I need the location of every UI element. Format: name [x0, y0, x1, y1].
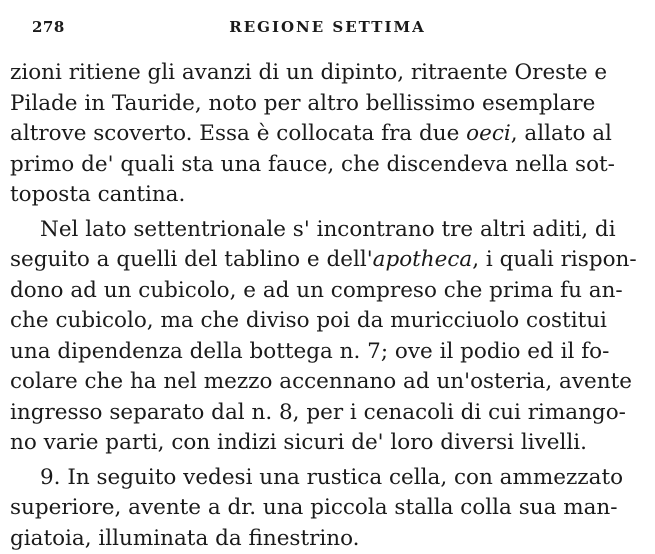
text-line	[10, 337, 638, 368]
page-number: 278	[32, 18, 65, 36]
text-segment: superiore, avente a dr. una piccola stalla colla sua man-	[10, 495, 618, 520]
text-line	[10, 119, 638, 150]
text-segment: zioni ritiene gli avanzi di un dipinto, ritraente Oreste e	[10, 60, 607, 85]
text-segment: giatoia, illuminata da finestrino.	[10, 526, 360, 551]
text-line	[10, 215, 638, 246]
text-line	[10, 367, 638, 398]
text-segment: , allato al	[511, 121, 612, 146]
page-header	[32, 18, 623, 42]
text-segment: ingresso separato dal n. 8, per i cenacoli di cui rimango-	[10, 400, 626, 425]
italic-term: apotheca	[373, 247, 473, 272]
text-segment: dono ad un cubicolo, e ad un compreso che prima fu an-	[10, 278, 623, 303]
text-segment: 9. In seguito vedesi una rustica cella, con ammezzato	[40, 465, 623, 490]
italic-term: oeci	[466, 121, 511, 146]
text-line	[10, 463, 638, 494]
text-segment: no varie parti, con indizi sicuri de' loro diversi livelli.	[10, 430, 587, 455]
body-text	[10, 58, 638, 554]
text-line	[10, 245, 638, 276]
text-line	[10, 89, 638, 120]
text-segment: , i quali rispon-	[472, 247, 636, 272]
text-line	[10, 306, 638, 337]
text-line	[10, 150, 638, 181]
text-segment: Pilade in Tauride, noto per altro bellissimo esemplare	[10, 91, 595, 116]
text-line	[10, 276, 638, 307]
text-line	[10, 493, 638, 524]
text-segment: colare che ha nel mezzo accennano ad un'osteria, avente	[10, 369, 632, 394]
text-line	[10, 398, 638, 429]
text-segment: Nel lato settentrionale s' incontrano tre altri aditi, di	[40, 217, 616, 242]
text-segment: seguito a quelli del tablino e dell'	[10, 247, 373, 272]
text-segment: che cubicolo, ma che diviso poi da muricciuolo costitui	[10, 308, 607, 333]
text-line	[10, 180, 638, 211]
text-segment: una dipendenza della bottega n. 7; ove il podio ed il fo-	[10, 339, 609, 364]
text-line	[10, 428, 638, 459]
text-segment: primo de' quali sta una fauce, che discendeva nella sot-	[10, 152, 615, 177]
text-line	[10, 58, 638, 89]
text-segment: altrove scoverto. Essa è collocata fra due	[10, 121, 466, 146]
text-segment: toposta cantina.	[10, 182, 185, 207]
text-line	[10, 524, 638, 554]
running-title: REGIONE SETTIMA	[32, 18, 623, 36]
